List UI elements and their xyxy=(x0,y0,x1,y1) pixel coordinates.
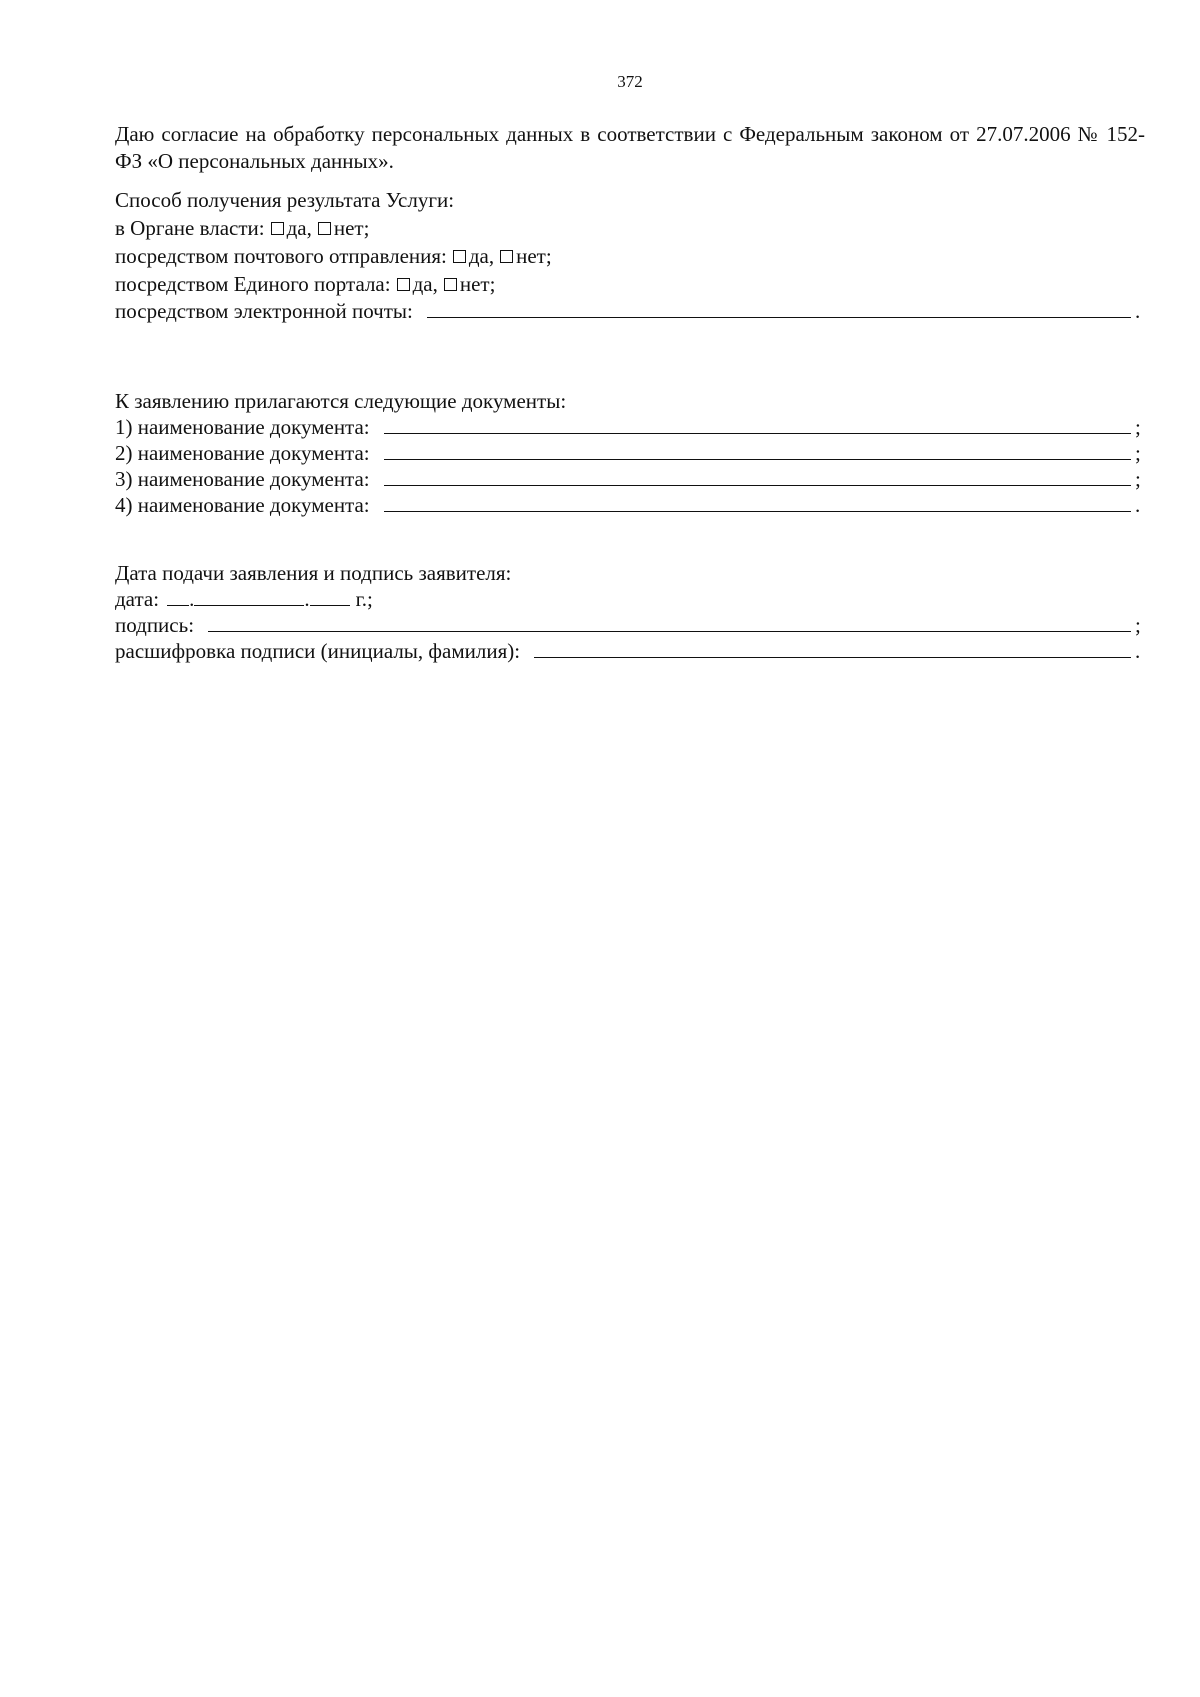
result-option-authority: в Органе власти: да, нет; xyxy=(115,216,370,240)
option-no-label: нет; xyxy=(516,244,552,268)
sign-line: подпись: ; xyxy=(115,613,1141,637)
option-yes-label: да, xyxy=(468,244,495,268)
document-item: 1) наименование документа: ; xyxy=(115,415,1141,439)
document-item: 2) наименование документа: ; xyxy=(115,441,1141,465)
document-3-field[interactable] xyxy=(384,466,1131,486)
signature-section xyxy=(115,560,1145,664)
result-option-post: посредством почтового отправления: да, нет; xyxy=(115,244,552,268)
document-item: 4) наименование документа: . xyxy=(115,493,1141,517)
documents-section xyxy=(115,388,1145,518)
date-line: дата: . . г.; xyxy=(115,587,373,611)
checkbox-authority-no[interactable] xyxy=(318,222,331,235)
checkbox-portal-no[interactable] xyxy=(444,278,457,291)
checkbox-portal-yes[interactable] xyxy=(397,278,410,291)
document-2-field[interactable] xyxy=(384,440,1131,460)
result-option-portal: посредством Единого портала: да, нет; xyxy=(115,272,496,296)
documents-heading: К заявлению прилагаются следующие документы: xyxy=(115,389,567,413)
signature-field[interactable] xyxy=(208,612,1131,632)
checkbox-authority-yes[interactable] xyxy=(271,222,284,235)
checkbox-post-no[interactable] xyxy=(500,250,513,263)
option-yes-label: да, xyxy=(412,272,438,296)
checkbox-post-yes[interactable] xyxy=(453,250,466,263)
result-option-email: посредством электронной почты: . xyxy=(115,299,1141,323)
date-month-field[interactable] xyxy=(194,586,304,606)
document-1-field[interactable] xyxy=(384,414,1131,434)
decode-line: расшифровка подписи (инициалы, фамилия): . xyxy=(115,639,1141,663)
option-no-label: нет; xyxy=(459,272,496,296)
document-page xyxy=(115,0,1145,1697)
date-year-field[interactable] xyxy=(310,586,350,606)
document-4-field[interactable] xyxy=(384,492,1131,512)
option-no-label: нет; xyxy=(333,216,370,240)
signature-heading: Дата подачи заявления и подпись заявителя: xyxy=(115,561,512,585)
consent-paragraph: Даю согласие на обработку персональных данных в соответствии с Федеральным законом от 27.07.2006 № 152-ФЗ «О персональных данных». xyxy=(115,122,1145,173)
document-item: 3) наименование документа: ; xyxy=(115,467,1141,491)
option-yes-label: да, xyxy=(286,216,312,240)
result-method-heading: Способ получения результата Услуги: xyxy=(115,188,455,212)
result-method-section xyxy=(115,186,1145,324)
email-field[interactable] xyxy=(427,298,1131,318)
page-number: 372 xyxy=(617,72,643,91)
signature-decode-field[interactable] xyxy=(534,638,1131,658)
date-day-field[interactable] xyxy=(167,586,189,606)
